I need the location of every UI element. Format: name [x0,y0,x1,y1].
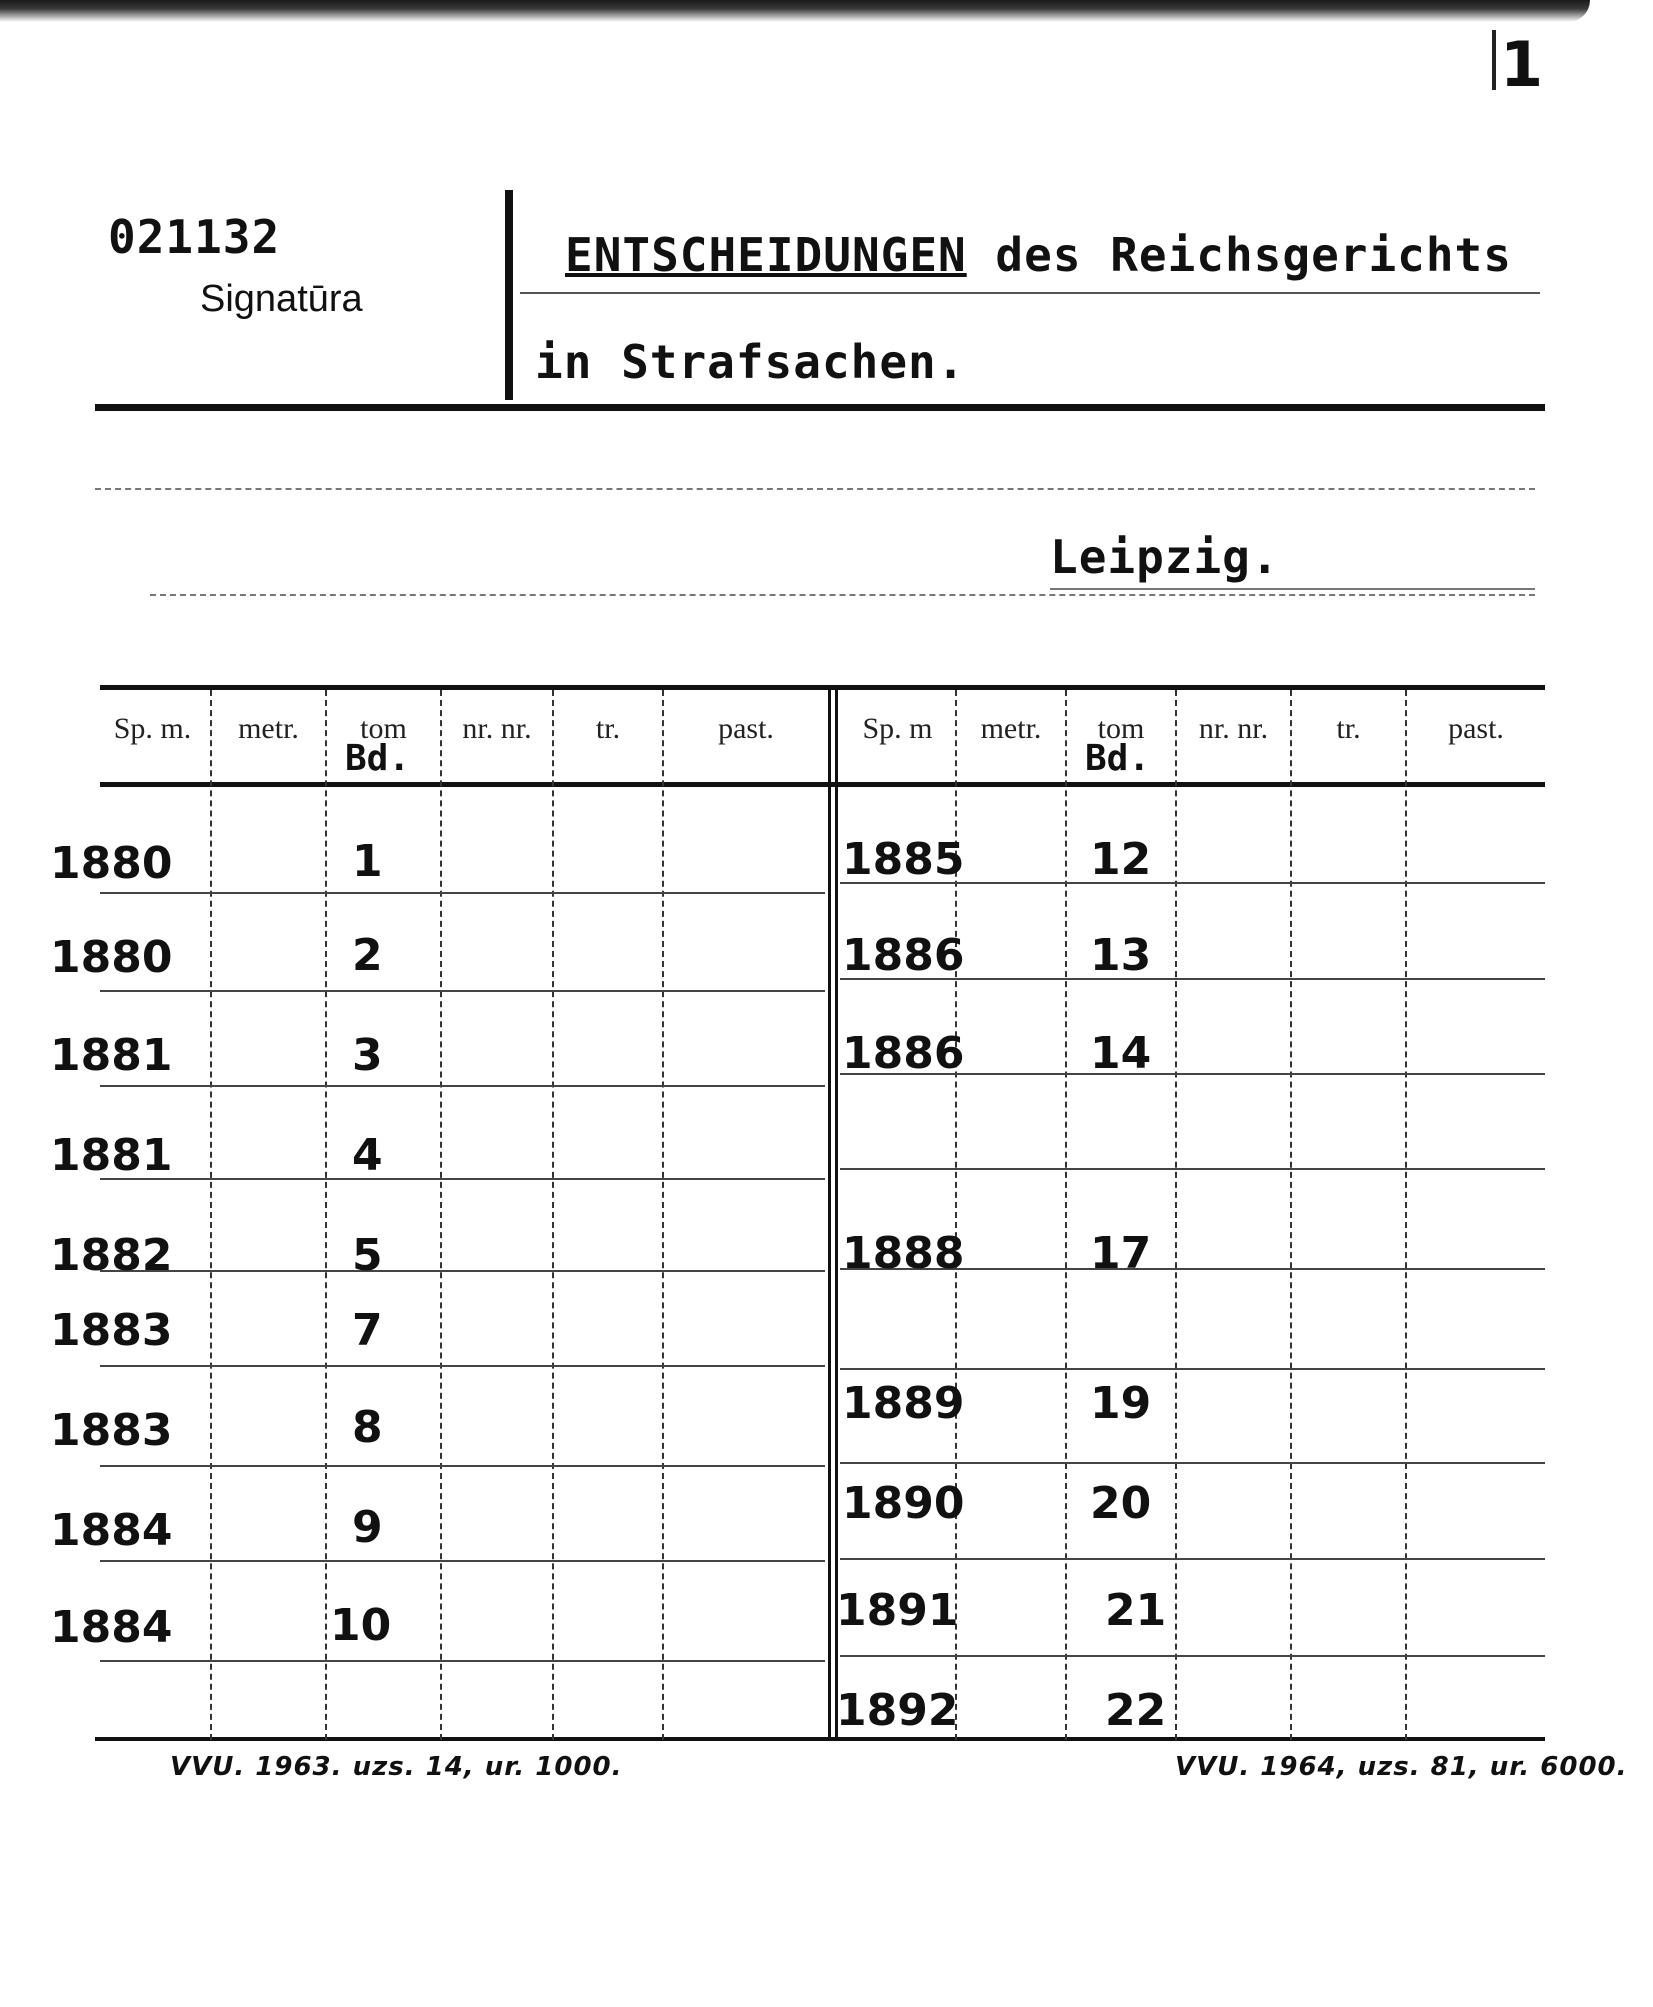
col-header-past: past. [1448,712,1504,745]
bd-stamp: Bd. [345,738,411,779]
volume-cell: 10 [330,1600,392,1651]
volume-cell: 8 [352,1402,383,1453]
volume-cell: 3 [352,1030,383,1081]
year-cell: 1884 [50,1602,173,1653]
row-rule [100,1560,825,1562]
year-cell: 1883 [50,1405,173,1456]
footnote-right: VVU. 1964, uzs. 81, ur. 6000. [1175,1752,1628,1782]
year-cell: 1882 [50,1230,173,1281]
col-header-metr: metr. [238,712,299,745]
year-cell: 1886 [842,930,965,981]
year-cell: 1880 [50,838,173,889]
volume-cell: 9 [352,1502,383,1553]
row-rule [100,990,825,992]
column-divider [1065,690,1067,1740]
row-rule [100,1270,825,1272]
year-cell: 1888 [842,1228,965,1279]
volume-cell: 21 [1105,1585,1167,1636]
column-divider [440,690,442,1740]
row-rule [100,1085,825,1087]
bd-stamp: Bd. [1085,738,1151,779]
column-divider [552,690,554,1740]
col-header-past: past. [718,712,774,745]
row-rule [840,1168,1545,1170]
table-top-rule [100,685,1545,690]
table-center-divider [828,690,838,1740]
year-cell: 1881 [50,1030,173,1081]
col-header-tr: tr. [1336,712,1361,745]
year-cell: 1885 [842,834,965,885]
signature-number: 021132 [108,210,281,264]
row-rule [100,1465,825,1467]
column-divider [1405,690,1407,1740]
volume-cell: 4 [352,1130,383,1181]
column-divider [325,690,327,1740]
volume-cell: 14 [1090,1028,1152,1079]
year-cell: 1891 [836,1585,959,1636]
col-header-tom: tom [1097,712,1145,745]
card-number: 1 [1500,28,1544,101]
row-rule [100,1660,825,1662]
row-rule [840,1462,1545,1464]
volume-cell: 22 [1105,1685,1167,1736]
table-header-rule [100,782,1545,787]
publication-place: Leipzig. [1050,530,1280,584]
volume-cell: 17 [1090,1228,1152,1279]
volume-cell: 13 [1090,930,1152,981]
column-divider [210,690,212,1740]
row-rule [100,1178,825,1180]
blank-line [150,594,1535,596]
place-underline [1050,588,1535,590]
year-cell: 1884 [50,1505,173,1556]
row-rule [840,1655,1545,1657]
title-line-2: in Strafsachen. [535,335,966,389]
col-header-nr: nr. nr. [462,712,532,745]
volume-cell: 19 [1090,1378,1152,1429]
col-header-metr: metr. [980,712,1042,745]
scan-edge [0,0,1590,22]
row-rule [840,1368,1545,1370]
col-header-tom: tom [360,712,407,745]
year-cell: 1881 [50,1130,173,1181]
header-rule [95,404,1545,411]
footnote-left: VVU. 1963. uzs. 14, ur. 1000. [170,1752,623,1782]
year-cell: 1886 [842,1028,965,1079]
col-header-nr: nr. nr. [1198,712,1269,745]
col-header-sp-m: Sp. m. [113,712,192,745]
volume-cell: 7 [352,1305,383,1356]
row-rule [840,1558,1545,1560]
corner-bar [1492,30,1496,90]
title-keyword: ENTSCHEIDUNGEN [565,228,967,282]
volume-cell: 1 [352,836,383,887]
year-cell: 1889 [842,1378,965,1429]
column-divider [1290,690,1292,1740]
signature-label: Signatūra [200,278,363,320]
volume-cell: 20 [1090,1478,1152,1529]
title-line-1-rest: des Reichsgerichts [966,228,1512,282]
year-cell: 1880 [50,932,173,983]
blank-line [95,488,1535,490]
table-bottom-rule [95,1737,1545,1741]
volume-cell: 5 [352,1230,383,1281]
title-rule [520,292,1540,294]
year-cell: 1890 [842,1478,965,1529]
column-divider [1175,690,1177,1740]
column-divider [662,690,664,1740]
year-cell: 1883 [50,1305,173,1356]
title-line-1 [565,228,1512,282]
volume-cell: 12 [1090,834,1152,885]
volume-cell: 2 [352,930,383,981]
header-divider [505,190,513,400]
year-cell: 1892 [836,1685,959,1736]
col-header-tr: tr. [595,712,621,745]
row-rule [100,892,825,894]
col-header-sp-m: Sp. m [862,712,933,745]
row-rule [100,1365,825,1367]
